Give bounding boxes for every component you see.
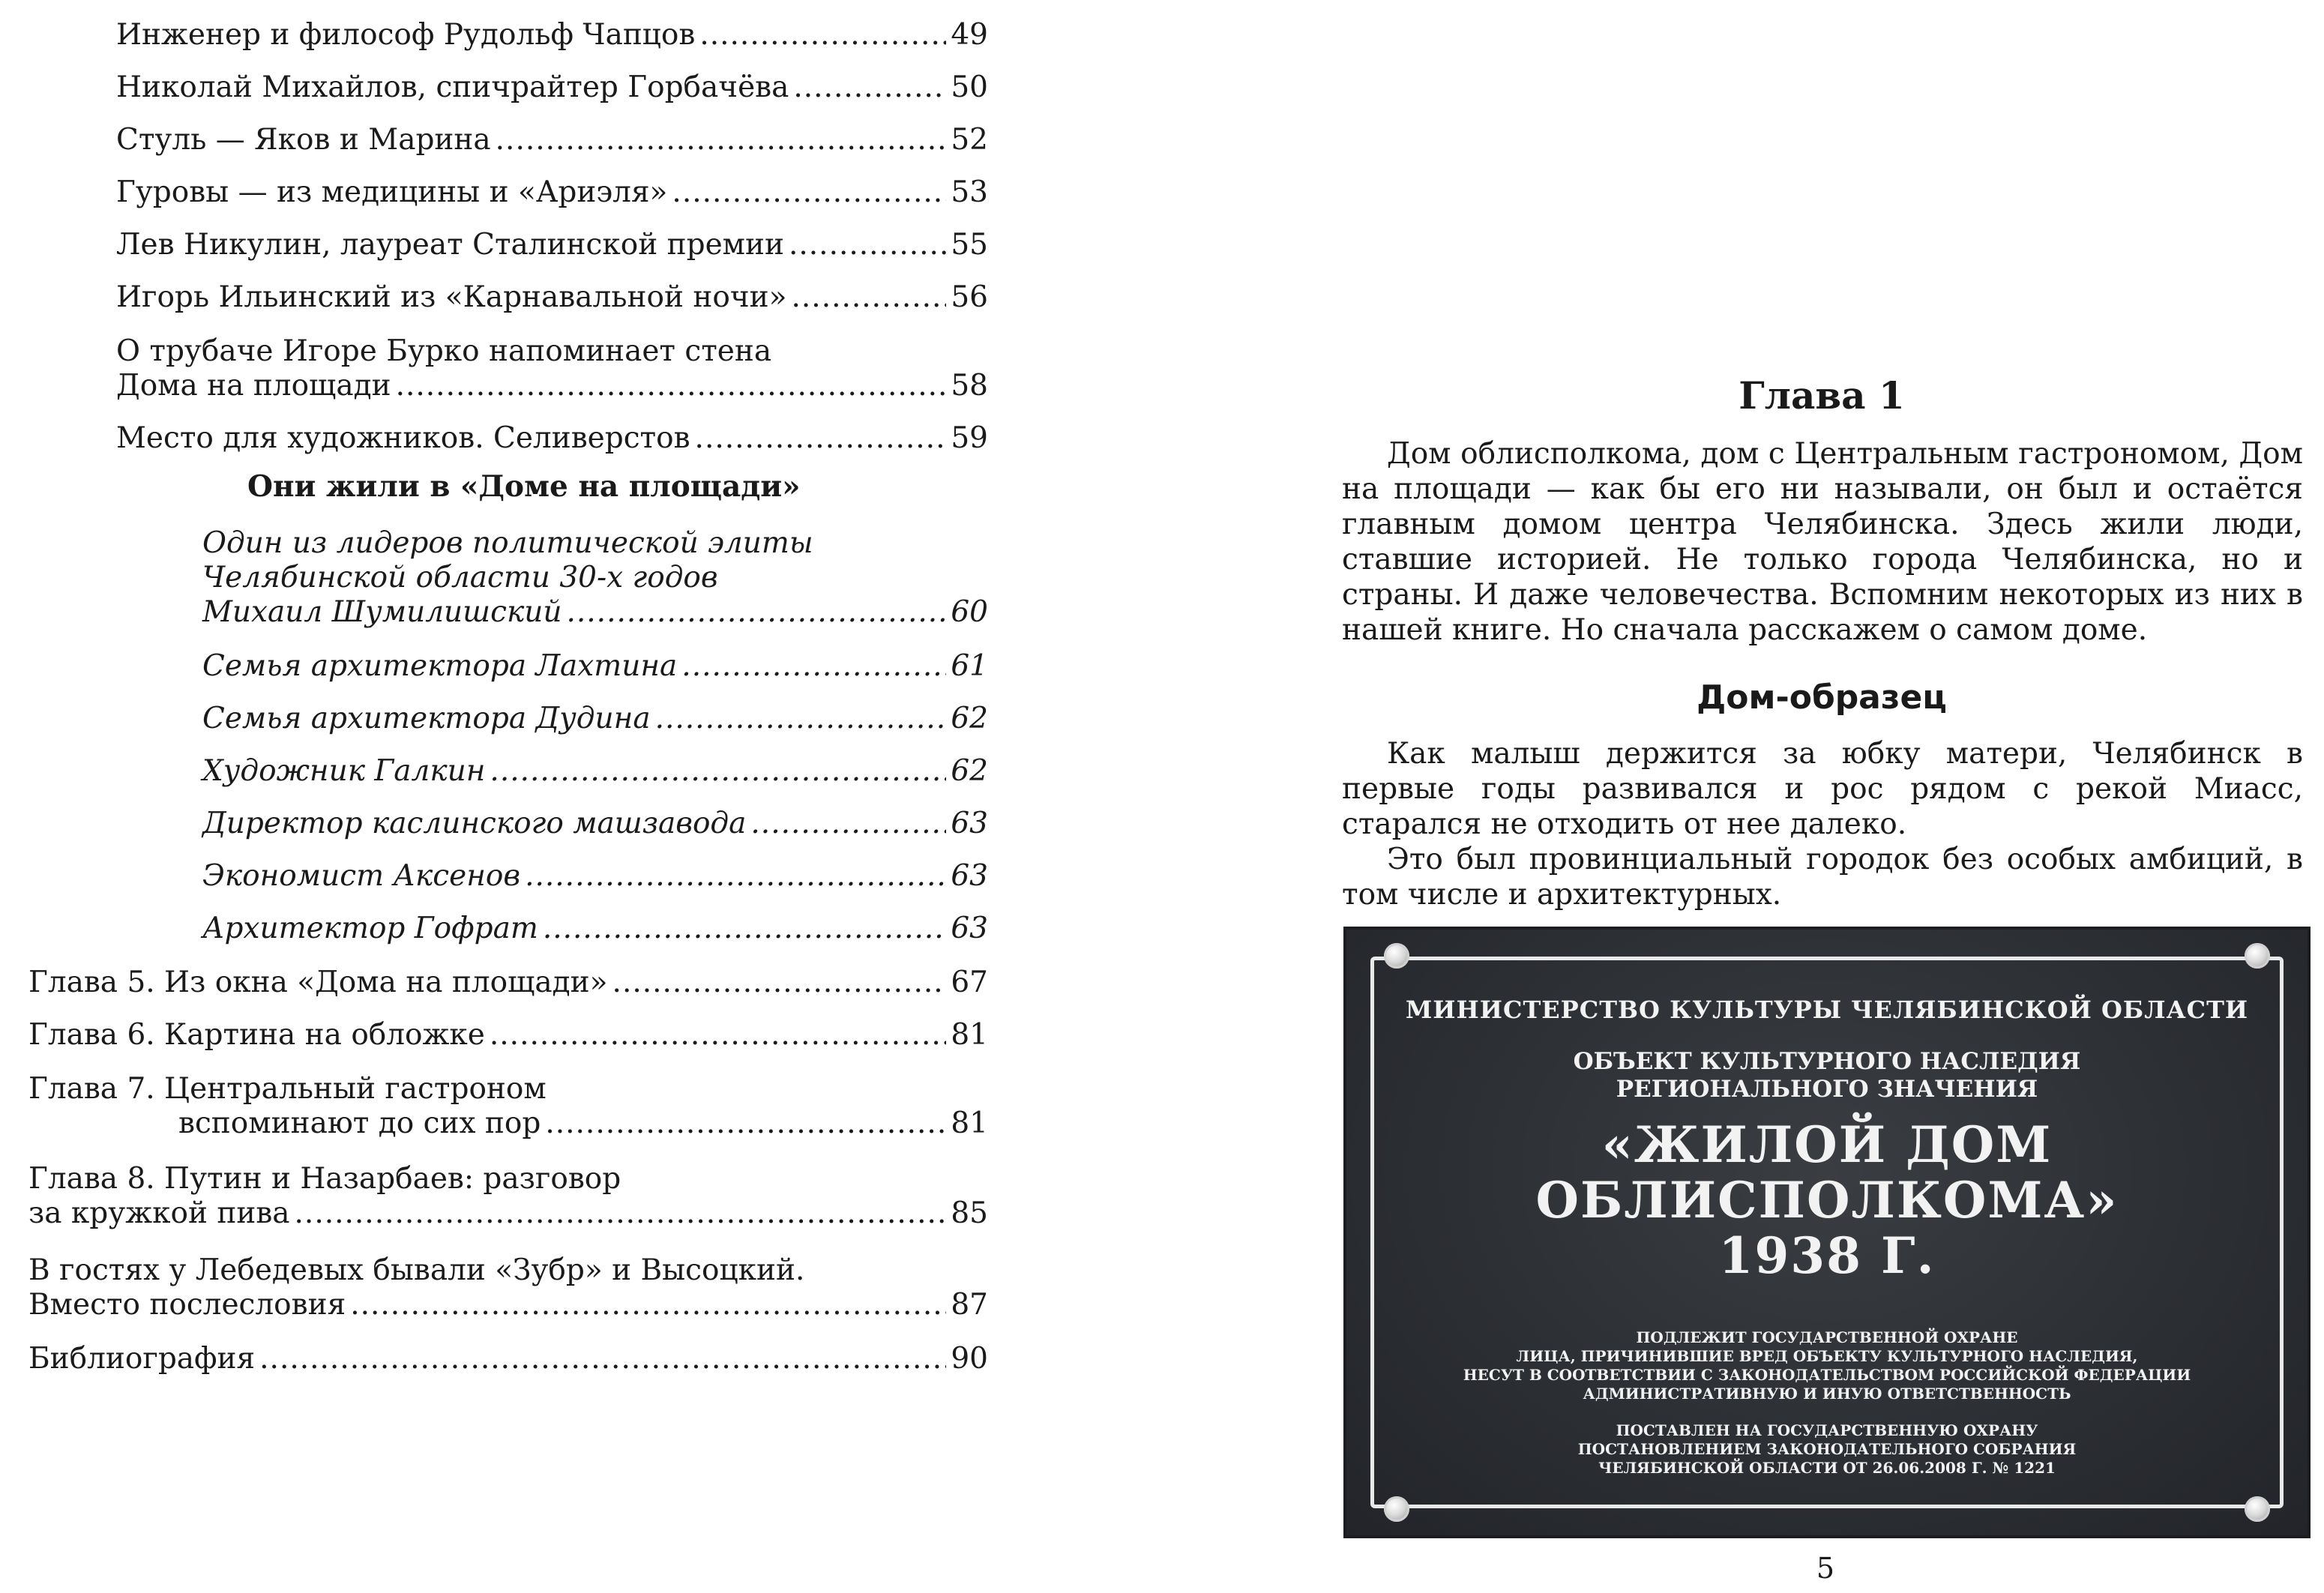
toc-entry-title: Глава 6. Картина на обложке (28, 1018, 485, 1052)
toc-page-number: 55 (951, 228, 988, 262)
toc-page-number: 67 (951, 966, 988, 999)
toc-entry (28, 1253, 988, 1322)
toc-leader-dots (699, 18, 946, 52)
toc-entry-title: Один из лидеров политической элиты (202, 526, 813, 560)
toc-leader-dots (681, 649, 946, 684)
plaque-small-line: НЕСУТ В СООТВЕТСТВИИ С ЗАКОНОДАТЕЛЬСТВОМ РОССИЙСКОЙ ФЕДЕРАЦИИ (1463, 1366, 2191, 1384)
toc-leader-dots (350, 1288, 946, 1322)
toc-entry (116, 18, 988, 52)
toc-leader-dots (490, 1018, 946, 1053)
toc-leader-dots (655, 702, 947, 736)
body-paragraph: Это был провинциальный городок без особых амбиций, в том числе и архитектурных. (1342, 843, 2303, 912)
toc-entry-title: Директор каслинского машзавода (202, 807, 747, 840)
toc-entry-title: Николай Михайлов, спичрайтер Горбачёва (116, 70, 789, 104)
plaque-small-line: ЧЕЛЯБИНСКОЙ ОБЛАСТИ ОТ 26.06.2008 Г. № 1221 (1598, 1459, 2056, 1477)
toc-entry (116, 421, 988, 456)
toc-entry-title: Глава 8. Путин и Назарбаев: разговор (28, 1162, 621, 1196)
toc-entry (116, 280, 988, 315)
toc-page-number: 62 (951, 702, 988, 735)
toc-page-number: 81 (951, 1018, 988, 1052)
toc-leader-dots (612, 966, 947, 1000)
toc-entry (202, 859, 988, 894)
toc-entry-title: Игорь Ильинский из «Карнавальной ночи» (116, 280, 787, 314)
toc-entry-title-cont: Вместо послесловия (28, 1288, 346, 1322)
toc-page-number: 85 (951, 1196, 988, 1230)
toc-entry-title: Инженер и философ Рудольф Чапцов (116, 18, 696, 52)
toc-entry (202, 649, 988, 684)
toc-entry (28, 1072, 988, 1141)
screw-icon (2245, 943, 2270, 969)
plaque-year: 1938 Г. (1718, 1226, 1936, 1285)
toc-entry-title: Место для художников. Селиверстов (116, 421, 690, 455)
toc-entry-title: Семья архитектора Дудина (202, 702, 651, 735)
toc-page-number: 59 (951, 421, 988, 455)
intro-paragraph: Дом облисполкома, дом с Центральным гастрономом, Дом на площади — как бы его ни называли, он был и остаётся главным домом центра Челябинска. Здесь жили люди, ставшие историей. Не только города Челябинска, но и страны. И даже человечества. Вспомним некоторых из них в нашей книге. Но сначала расскажем о самом доме. (1342, 437, 2303, 647)
plaque-small-line: ПОДЛЕЖИТ ГОСУДАРСТВЕННОЙ ОХРАНЕ (1636, 1328, 2018, 1346)
plaque-protection-notice (1343, 1328, 2311, 1403)
toc-page (0, 0, 1020, 1593)
toc-entry (202, 754, 988, 789)
toc-page-number: 63 (951, 859, 988, 893)
plaque-object-line: РЕГИОНАЛЬНОГО ЗНАЧЕНИЯ (1616, 1076, 2038, 1103)
plaque-ministry: МИНИСТЕРСТВО КУЛЬТУРЫ ЧЕЛЯБИНСКОЙ ОБЛАСТИ (1405, 996, 2249, 1024)
toc-page-number: 53 (951, 175, 988, 209)
toc-page-number: 62 (951, 754, 988, 788)
toc-entry (116, 70, 988, 105)
toc-page-number: 52 (951, 123, 988, 157)
toc-entry-title: Архитектор Гофрат (202, 912, 538, 945)
plaque-decree-notice (1343, 1421, 2311, 1478)
toc-page-number: 90 (951, 1342, 988, 1376)
toc-entry (116, 123, 988, 157)
toc-entry-title: Библиография (28, 1342, 256, 1376)
plaque-name-line: «ЖИЛОЙ ДОМ (1601, 1115, 2053, 1174)
plaque-object-line: ОБЪЕКТ КУЛЬТУРНОГО НАСЛЕДИЯ (1573, 1048, 2081, 1075)
chapter-title: Глава 1 (1739, 373, 1905, 418)
toc-page-number: 61 (951, 649, 988, 683)
toc-entry-title: Глава 7. Центральный гастроном (28, 1072, 547, 1106)
toc-page-number: 81 (951, 1106, 988, 1140)
toc-entry (116, 334, 988, 403)
plaque-small-line: ЛИЦА, ПРИЧИНИВШИЕ ВРЕД ОБЪЕКТУ КУЛЬТУРНОГО НАСЛЕДИЯ, (1516, 1347, 2138, 1365)
plaque-small-line: ПОСТАВЛЕН НА ГОСУДАРСТВЕННУЮ ОХРАНУ (1616, 1421, 2038, 1439)
toc-entry-title: Гуровы — из медицины и «Ариэля» (116, 175, 668, 209)
toc-section-heading: Они жили в «Доме на площади» (247, 469, 801, 504)
toc-leader-dots (545, 1106, 946, 1141)
toc-leader-dots (396, 369, 947, 403)
chapter-page (1342, 0, 2324, 1593)
screw-icon (1384, 1496, 1409, 1522)
toc-entry (116, 175, 988, 210)
screw-icon (2245, 1496, 2270, 1522)
toc-page-number: 49 (951, 18, 988, 52)
toc-entry (116, 228, 988, 262)
plaque-object-type (1343, 1048, 2311, 1103)
toc-leader-dots (566, 595, 946, 630)
toc-leader-dots (496, 123, 947, 157)
heritage-plaque-photo (1343, 927, 2311, 1538)
toc-entry (202, 526, 988, 630)
toc-page-number: 63 (951, 807, 988, 840)
plaque-name-line: ОБЛИСПОЛКОМА» (1535, 1171, 2119, 1229)
toc-leader-dots (295, 1196, 947, 1231)
toc-entry-title-cont: вспоминают до сих пор (178, 1106, 541, 1140)
toc-page-number: 50 (951, 70, 988, 104)
toc-entry-title-cont: Михаил Шумилишский (202, 595, 562, 629)
page-number: 5 (1816, 1552, 1835, 1585)
toc-page-number: 63 (951, 912, 988, 945)
toc-entry (28, 1342, 988, 1376)
toc-entry-title: О трубаче Игоре Бурко напоминает стена (116, 334, 772, 368)
toc-leader-dots (543, 912, 947, 946)
toc-entry (28, 966, 988, 1000)
toc-entry-title: Художник Галкин (202, 754, 486, 788)
toc-page-number: 56 (951, 280, 988, 314)
toc-entry-title-cont: за кружкой пива (28, 1196, 290, 1230)
toc-entry-title-cont: Дома на площади (116, 369, 391, 403)
toc-leader-dots (695, 421, 947, 456)
plaque-building-name (1343, 1117, 2311, 1283)
toc-leader-dots (793, 70, 946, 105)
toc-entry-title: Стуль — Яков и Марина (116, 123, 491, 157)
screw-icon (1384, 943, 1409, 969)
section-title: Дом-образец (1697, 678, 1947, 717)
toc-entry (28, 1018, 988, 1053)
toc-page-number: 58 (951, 369, 988, 403)
toc-entry-title: Экономист Аксенов (202, 859, 521, 893)
toc-entry-title-cont: Челябинской области 30-х годов (202, 561, 718, 594)
toc-page-number: 87 (951, 1288, 988, 1322)
plaque-small-line: АДМИНИСТРАТИВНУЮ И ИНУЮ ОТВЕТСТВЕННОСТЬ (1583, 1385, 2071, 1403)
toc-leader-dots (792, 280, 947, 315)
toc-entry (202, 807, 988, 841)
plaque-small-line: ПОСТАНОВЛЕНИЕМ ЗАКОНОДАТЕЛЬНОГО СОБРАНИЯ (1577, 1440, 2077, 1458)
body-paragraph: Как малыш держится за юбку матери, Челябинск в первые годы развивался и рос рядом с рекой Миасс, старался не отходить от нее далеко. (1342, 737, 2303, 841)
toc-leader-dots (525, 859, 946, 894)
toc-entry-title: Глава 5. Из окна «Дома на площади» (28, 966, 608, 999)
toc-leader-dots (789, 228, 946, 262)
toc-leader-dots (490, 754, 946, 789)
toc-entry (202, 912, 988, 946)
toc-page-number: 60 (951, 595, 988, 629)
toc-entry (28, 1162, 988, 1231)
toc-entry-title: Лев Никулин, лауреат Сталинской премии (116, 228, 784, 262)
toc-leader-dots (259, 1342, 946, 1376)
toc-leader-dots (672, 175, 946, 210)
toc-leader-dots (750, 807, 946, 841)
toc-entry-title: Семья архитектора Лахтина (202, 649, 678, 683)
toc-entry-title: В гостях у Лебедевых бывали «Зубр» и Высоцкий. (28, 1253, 805, 1287)
toc-entry (202, 702, 988, 736)
